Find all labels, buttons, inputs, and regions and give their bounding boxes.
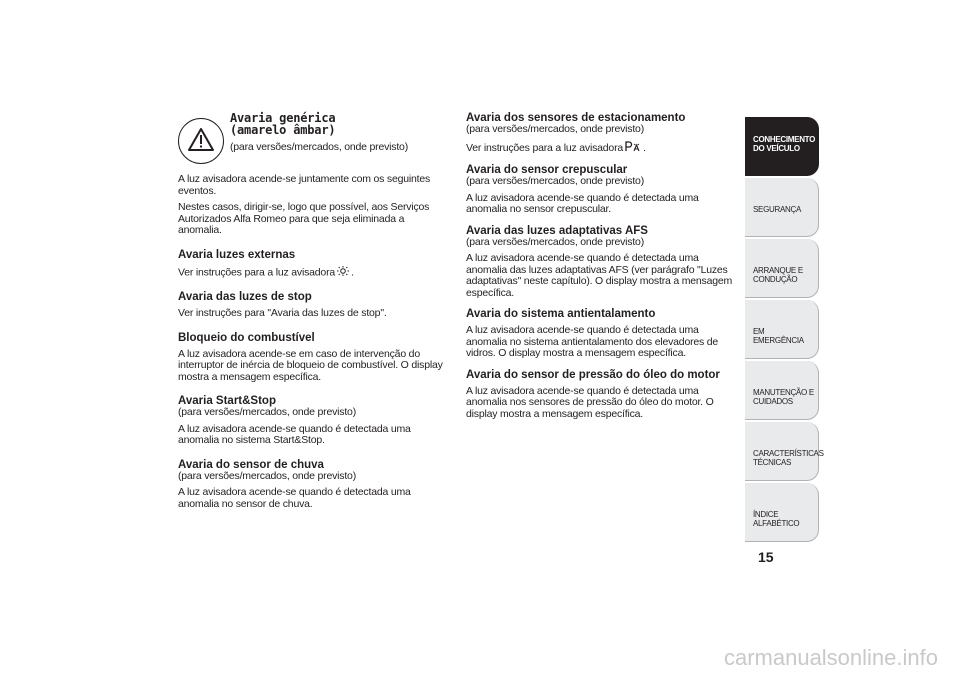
section-subtitle: (para versões/mercados, onde previsto) bbox=[466, 123, 644, 135]
left-column bbox=[178, 112, 443, 510]
chapter-tabs bbox=[745, 117, 824, 544]
tab-seguranca[interactable]: SEGURANÇA bbox=[745, 178, 819, 237]
parking-sensor-icon bbox=[625, 141, 641, 156]
section-text: A luz avisadora acende-se quando é detectada uma anomalia das luzes adaptativas AFS (ver parágrafo "Luzes adaptativas" neste capítulo). O display mostra a mensagem específica. bbox=[466, 252, 733, 299]
section-text: A luz avisadora acende-se quando é detectada uma anomalia no sensor de chuva. bbox=[178, 486, 411, 510]
section-text: A luz avisadora acende-se quando é detectada uma anomalia nos sensores de pressão do óleo do motor. O display mostra a mensagem específica. bbox=[466, 384, 714, 420]
generic-fault-title: Avaria genérica (amarelo âmbar) bbox=[230, 111, 336, 137]
warning-triangle-icon bbox=[178, 118, 224, 164]
tab-manutencao-e-cuidados[interactable]: MANUTENÇÃO E CUIDADOS bbox=[745, 361, 819, 420]
exterior-light-icon bbox=[337, 266, 349, 280]
section-heading: Avaria das luzes adaptativas AFS bbox=[466, 224, 648, 237]
tab-conhecimento-do-veiculo[interactable]: CONHECIMENTO DO VEÍCULO bbox=[745, 117, 819, 176]
section-heading: Bloqueio do combustível bbox=[178, 331, 315, 344]
tab-em-emergencia[interactable]: EM EMERGÊNCIA bbox=[745, 300, 819, 359]
watermark: carmanualsonline.info bbox=[723, 645, 938, 670]
tab-arranque-e-conducao[interactable]: ARRANQUE E CONDUÇÃO bbox=[745, 239, 819, 298]
tab-indice-alfabetico[interactable]: ÍNDICE ALFABÉTICO bbox=[745, 483, 819, 542]
section-text: Ver instruções para a luz avisadora . bbox=[466, 141, 646, 154]
intro-text-2: Nestes casos, dirigir-se, logo que possível, aos Serviços Autorizados Alfa Romeo para que seja eliminada a anomalia. bbox=[178, 201, 430, 236]
section-heading: Avaria dos sensores de estacionamento bbox=[466, 112, 686, 124]
page-number: 15 bbox=[758, 549, 774, 565]
section-heading: Avaria do sensor crepuscular bbox=[466, 164, 628, 176]
section-heading: Avaria do sistema antientalamento bbox=[466, 308, 656, 320]
section-heading: Avaria Start&Stop bbox=[178, 395, 276, 407]
intro-text-1: A luz avisadora acende-se juntamente com os seguintes eventos. bbox=[178, 173, 431, 197]
section-text: A luz avisadora acende-se quando é detectada uma anomalia no sistema antientalamento dos elevadores de vidros. O display mostra a mensagem específica. bbox=[466, 324, 719, 359]
section-text: Ver instruções para a luz avisadora . bbox=[178, 266, 354, 279]
section-heading: Avaria luzes externas bbox=[178, 248, 296, 261]
section-text: Ver instruções para "Avaria das luzes de stop". bbox=[178, 307, 387, 319]
section-heading: Avaria do sensor de pressão do óleo do motor bbox=[466, 368, 720, 381]
right-column bbox=[466, 112, 738, 420]
section-subtitle: (para versões/mercados, onde previsto) bbox=[178, 469, 356, 482]
section-subtitle: (para versões/mercados, onde previsto) bbox=[178, 406, 356, 418]
section-text: A luz avisadora acende-se quando é detectada uma anomalia no sistema Start&Stop. bbox=[178, 422, 411, 446]
generic-fault-header bbox=[178, 112, 443, 162]
section-text: A luz avisadora acende-se em caso de intervenção do interruptor de inércia de bloqueio de combustível. O display mostra a mensagem específica. bbox=[178, 347, 443, 383]
section-text: A luz avisadora acende-se quando é detectada uma anomalia no sensor crepuscular. bbox=[466, 191, 699, 215]
generic-fault-subtitle: (para versões/mercados, onde previsto) bbox=[230, 141, 408, 153]
section-subtitle: (para versões/mercados, onde previsto) bbox=[466, 175, 644, 187]
section-heading: Avaria das luzes de stop bbox=[178, 291, 312, 303]
section-subtitle: (para versões/mercados, onde previsto) bbox=[466, 235, 644, 248]
tab-caracteristicas-tecnicas[interactable]: CARACTERÍSTICAS TÉCNICAS bbox=[745, 422, 819, 481]
section-heading: Avaria do sensor de chuva bbox=[178, 458, 324, 471]
